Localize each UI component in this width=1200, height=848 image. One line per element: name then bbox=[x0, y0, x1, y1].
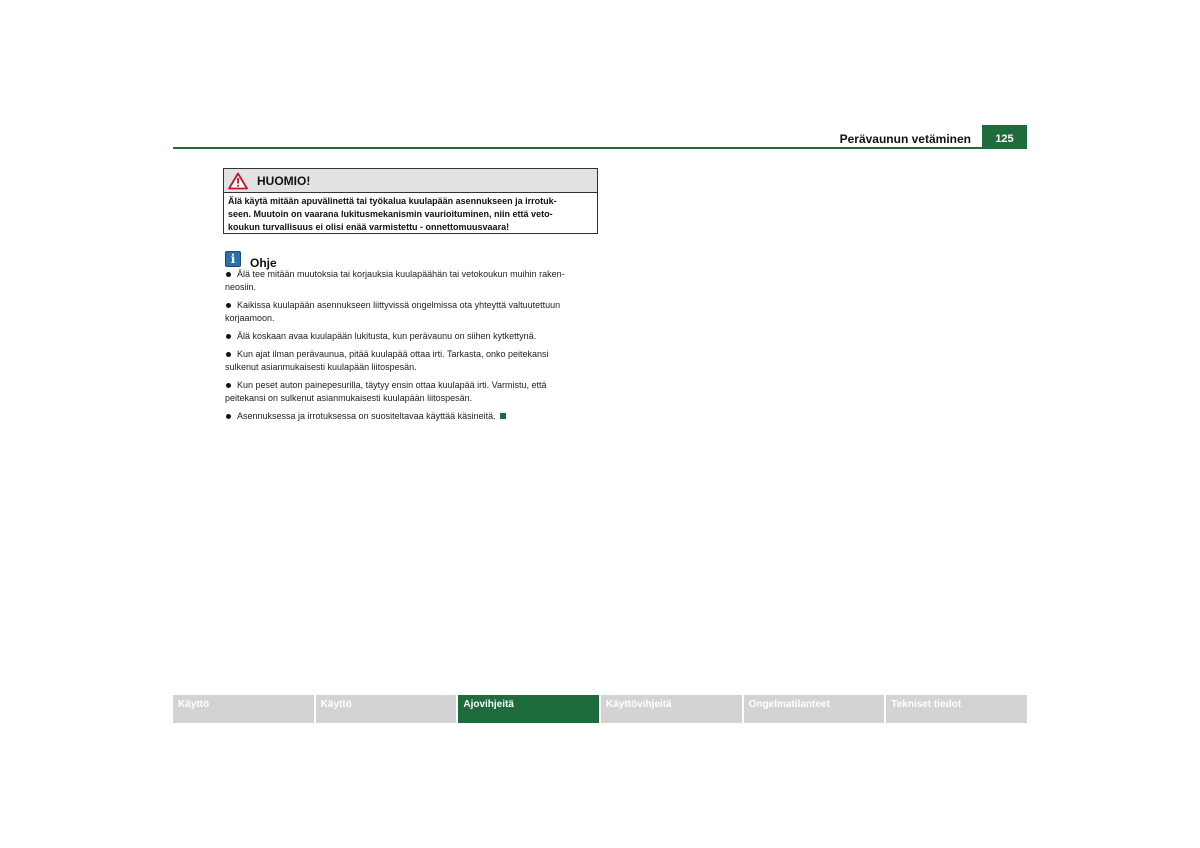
header-rule bbox=[173, 147, 1027, 149]
footer-tab-ajovihjeita[interactable]: Ajovihjeitä bbox=[458, 695, 599, 723]
info-icon: i bbox=[225, 251, 241, 267]
warning-line: seen. Muutoin on vaarana lukitusmekanismin vaurioituminen, niin että veto- bbox=[228, 209, 553, 219]
note-item-line: sulkenut asianmukaisesti kuulapään liitospesän. bbox=[225, 362, 417, 372]
note-item bbox=[225, 348, 603, 374]
note-item bbox=[225, 268, 603, 294]
footer-tabs bbox=[173, 695, 1027, 723]
note-item-line bbox=[225, 379, 603, 392]
section-title: Perävaunun vetäminen bbox=[839, 132, 971, 146]
footer-tab-kaytto-2[interactable]: Käyttö bbox=[316, 695, 457, 723]
note-item bbox=[225, 410, 603, 423]
bullet-icon bbox=[226, 383, 231, 388]
note-item bbox=[225, 379, 603, 405]
bullet-icon bbox=[226, 352, 231, 357]
note-item-line bbox=[225, 299, 603, 312]
note-item-text: Kun peset auton painepesurilla, täytyy ensin ottaa kuulapää irti. Varmistu, että bbox=[237, 380, 547, 390]
bullet-icon bbox=[226, 334, 231, 339]
warning-triangle-icon bbox=[228, 172, 248, 190]
warning-line: koukun turvallisuus ei olisi enää varmistettu - onnettomuusvaara! bbox=[228, 222, 510, 232]
warning-header bbox=[224, 169, 597, 193]
footer-tab-ongelmatilanteet[interactable]: Ongelmatilanteet bbox=[744, 695, 885, 723]
footer-tab-kayttovihjeita[interactable]: Käyttövihjeitä bbox=[601, 695, 742, 723]
end-of-section-icon bbox=[500, 413, 506, 419]
note-item bbox=[225, 299, 603, 325]
note-item-line: neosiin. bbox=[225, 282, 257, 292]
note-item-line: korjaamoon. bbox=[225, 313, 275, 323]
bullet-icon bbox=[226, 414, 231, 419]
warning-text bbox=[224, 193, 597, 234]
note-item-line bbox=[225, 410, 603, 423]
bullet-icon bbox=[226, 303, 231, 308]
bullet-icon bbox=[226, 272, 231, 277]
note-item-text: Kaikissa kuulapään asennukseen liittyvissä ongelmissa ota yhteyttä valtuutettuun bbox=[237, 300, 561, 310]
footer-tab-tekniset-tiedot[interactable]: Tekniset tiedot bbox=[886, 695, 1027, 723]
note-header bbox=[225, 248, 277, 270]
note-item-text: Kun ajat ilman perävaunua, pitää kuulapää ottaa irti. Tarkasta, onko peitekansi bbox=[237, 349, 549, 359]
note-item bbox=[225, 330, 603, 343]
note-item-line bbox=[225, 268, 603, 281]
note-title: Ohje bbox=[250, 256, 277, 270]
warning-box bbox=[223, 168, 598, 234]
footer-tab-kaytto[interactable]: Käyttö bbox=[173, 695, 314, 723]
note-item-text: Älä tee mitään muutoksia tai korjauksia kuulapäähän tai vetokoukun muihin raken- bbox=[237, 269, 565, 279]
note-item-line: peitekansi on sulkenut asianmukaisesti kuulapään liitospesän. bbox=[225, 393, 473, 403]
note-item-line bbox=[225, 330, 603, 343]
warning-line: Älä käytä mitään apuvälinettä tai työkalua kuulapään asennukseen ja irrotuk- bbox=[228, 196, 557, 206]
note-item-text: Asennuksessa ja irrotuksessa on suositeltavaa käyttää käsineitä. bbox=[237, 411, 496, 421]
warning-title: HUOMIO! bbox=[257, 173, 311, 188]
note-item-line bbox=[225, 348, 603, 361]
note-list bbox=[225, 268, 603, 428]
note-item-text: Älä koskaan avaa kuulapään lukitusta, kun perävaunu on siihen kytkettynä. bbox=[237, 331, 537, 341]
page-number: 125 bbox=[982, 125, 1027, 149]
